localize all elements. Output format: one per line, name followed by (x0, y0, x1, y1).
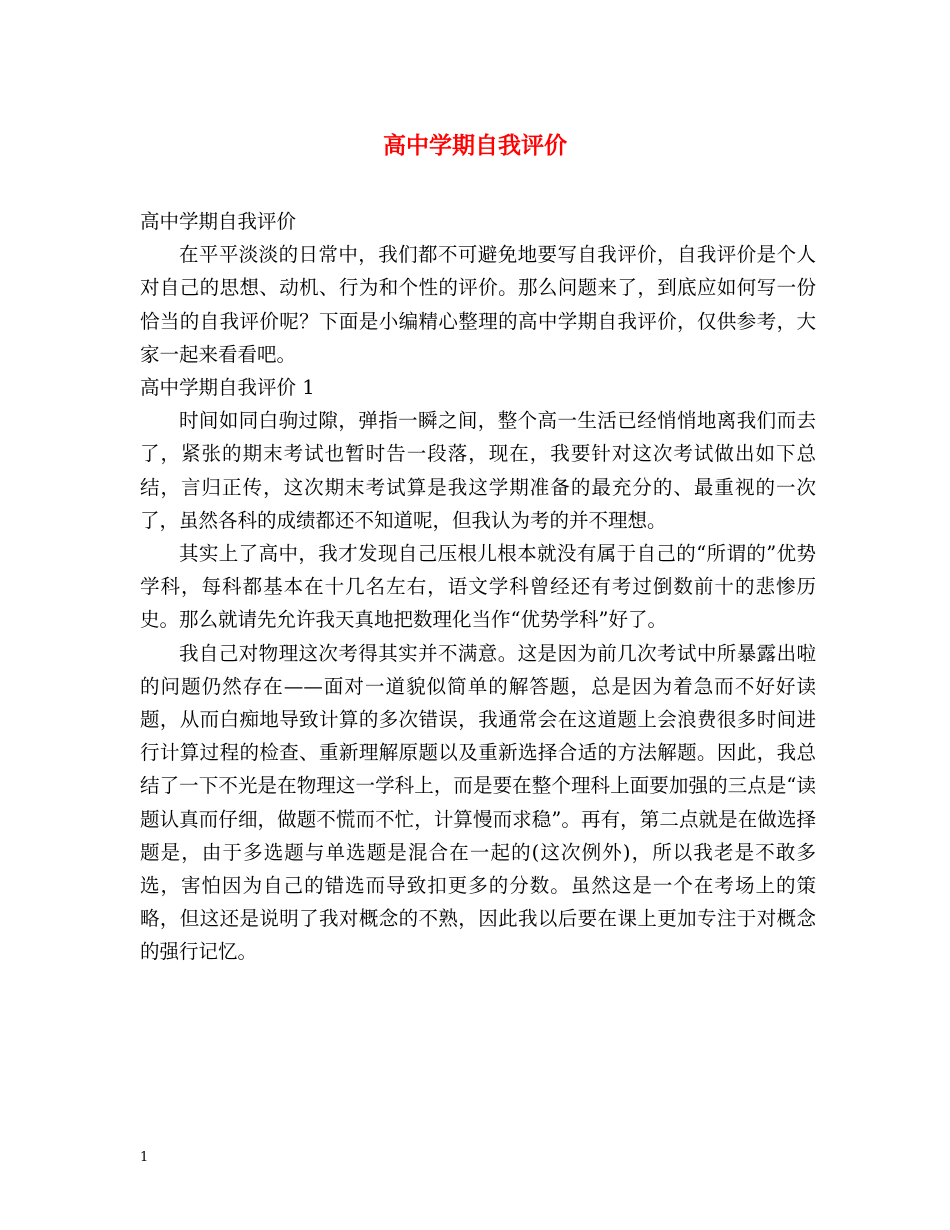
section-heading: 高中学期自我评价 1 (140, 376, 315, 400)
subtitle: 高中学期自我评价 (140, 210, 297, 233)
intro-paragraph: 在平平淡淡的日常中，我们都不可避免地要写自我评价，自我评价是个人对自己的思想、动机、行为和个性的评价。那么问题来了，到底应如何写一份恰当的自我评价呢？下面是小编精心整理的高中学期自我评价，仅供参考，大家一起来看看吧。 (140, 243, 816, 366)
page-number: 1 (140, 1150, 149, 1165)
body-paragraph-1: 时间如同白驹过隙，弹指一瞬之间，整个高一生活已经悄悄地离我们而去了，紧张的期末考试也暂时告一段落，现在，我要针对这次考试做出如下总结，言归正传，这次期末考试算是我这学期准备的最充分的、最重视的一次了，虽然各科的成绩都还不知道呢，但我认为考的并不理想。 (140, 409, 816, 532)
document-title: 高中学期自我评价 (383, 132, 567, 159)
document-body (140, 205, 816, 969)
body-paragraph-3: 我自己对物理这次考得其实并不满意。这是因为前几次考试中所暴露出啦的问题仍然存在——面对一道貌似简单的解答题，总是因为着急而不好好读题，从而白痴地导致计算的多次错误，我通常会在这道题上会浪费很多时间进行计算过程的检查、重新理解原题以及重新选择合适的方法解题。因此，我总结了一下不光是在物理这一学科上，而是要在整个理科上面要加强的三点是“读题认真而仔细，做题不慌而不忙，计算慢而求稳”。再有，第二点就是在做选择题是，由于多选题与单选题是混合在一起的(这次例外)，所以我老是不敢多选，害怕因为自己的错选而导致扣更多的分数。虽然这是一个在考场上的策略，但这还是说明了我对概念的不熟，因此我以后要在课上更加专注于对概念的强行记忆。 (140, 641, 816, 964)
body-paragraph-2: 其实上了高中，我才发现自己压根儿根本就没有属于自己的“所谓的”优势学科，每科都基本在十几名左右，语文学科曾经还有考过倒数前十的悲惨历史。那么就请先允许我天真地把数理化当作“优势学科”好了。 (140, 542, 816, 632)
